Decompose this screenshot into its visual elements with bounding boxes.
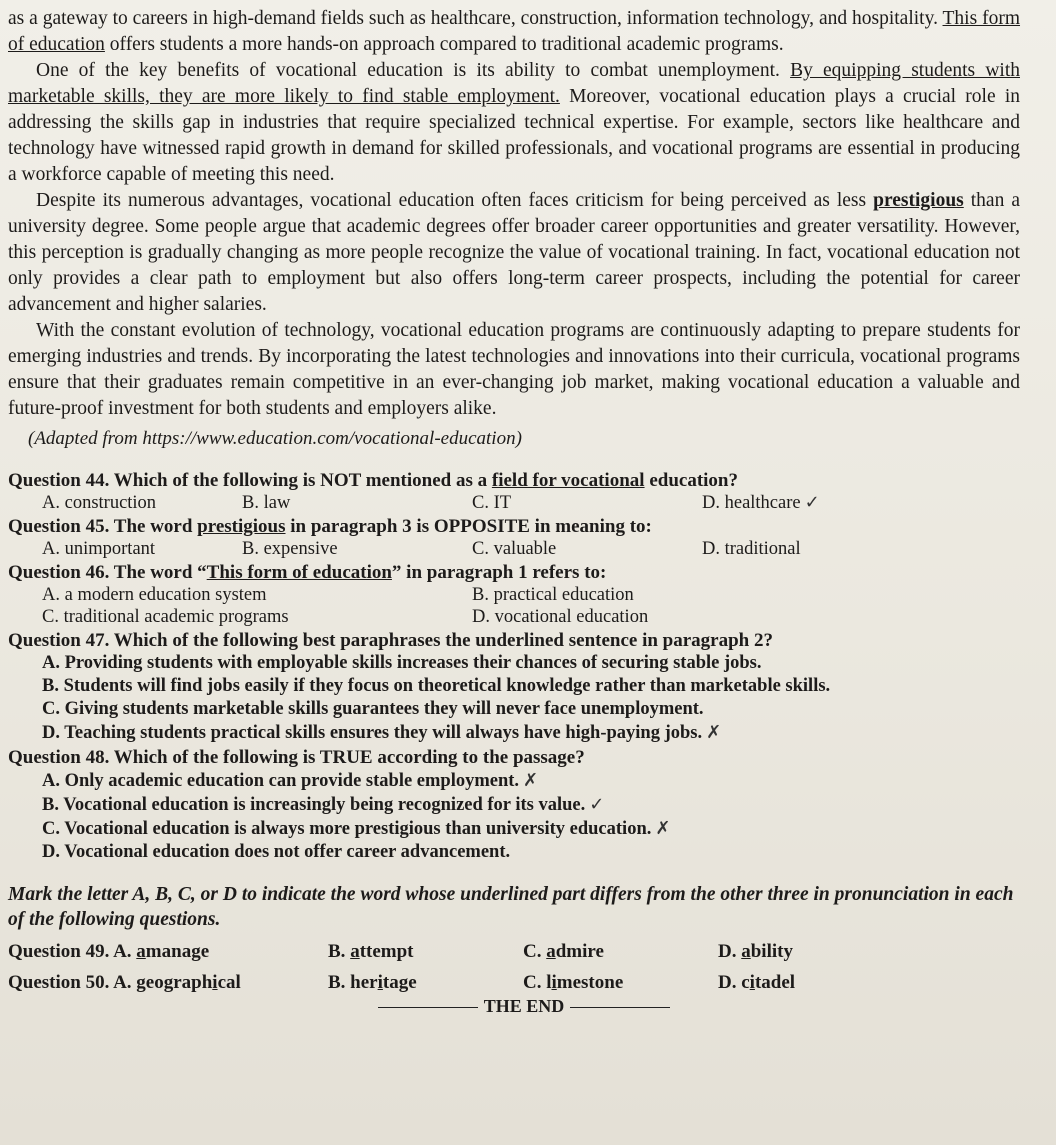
q48-option-b[interactable]: B. Vocational education is increasingly being recognized for its value. ✓ (42, 794, 605, 815)
q48-options (8, 769, 1020, 864)
cross-mark-icon: ✗ (655, 818, 671, 839)
p3-text-a: Despite its numerous advantages, vocational education often faces criticism for being perceived as less (36, 190, 874, 211)
question-47: Question 47. Which of the following best paraphrases the underlined sentence in paragraph 2? (8, 630, 773, 651)
q50-option-b[interactable]: B. heritage (328, 972, 417, 993)
q46-option-d[interactable]: D. vocational education (472, 607, 649, 627)
paragraph-2 (8, 58, 1020, 188)
p1-text-b: offers students a more hands-on approach compared to traditional academic programs. (104, 34, 784, 55)
q48-option-d[interactable]: D. Vocational education does not offer career advancement. (42, 842, 511, 862)
q47-option-b[interactable]: B. Students will find jobs easily if they focus on theoretical knowledge rather than marketable skills. (42, 676, 831, 696)
p2-text-a: One of the key benefits of vocational education is its ability to combat unemployment. (36, 60, 791, 81)
q49-option-b[interactable]: B. attempt (328, 941, 414, 962)
question-50 (8, 971, 1020, 994)
p1-underlined: This form of education (8, 8, 1021, 55)
divider-left (378, 1007, 478, 1008)
check-mark-icon: ✓ (804, 492, 820, 513)
q46-options (8, 584, 1020, 628)
q46-option-a[interactable]: A. a modern education system (42, 585, 267, 605)
q50-option-c[interactable]: C. limestone (523, 972, 624, 993)
the-end-text: THE END (483, 996, 565, 1016)
q49-option-a[interactable]: Question 49. A. amanage (8, 941, 210, 962)
check-mark-icon: ✓ (589, 794, 605, 815)
q44-options (8, 492, 1020, 514)
q49-option-c[interactable]: C. admire (523, 941, 604, 962)
p2-underlined-sentence: By equipping students with marketable skills, they are more likely to find stable employment. (8, 60, 1020, 107)
p1-text-a: as a gateway to careers in high-demand fields such as healthcare, construction, information technology, and hospitality. (8, 8, 943, 29)
q45-option-d[interactable]: D. traditional (702, 539, 801, 559)
q44-option-c[interactable]: C. IT (472, 493, 512, 513)
pronunciation-instruction: Mark the letter A, B, C, or D to indicate the word whose underlined part differs from the other three in pronunciation in each of the following questions. (8, 884, 1014, 930)
p3-underlined-word: prestigious (873, 190, 964, 211)
question-45: Question 45. The word prestigious in paragraph 3 is OPPOSITE in meaning to: (8, 516, 652, 537)
q47-option-d[interactable]: D. Teaching students practical skills ensures they will always have high-paying jobs. ✗ (42, 722, 722, 743)
question-48: Question 48. Which of the following is TRUE according to the passage? (8, 747, 585, 768)
q44-option-d[interactable]: D. healthcare ✓ (702, 492, 820, 513)
q44-option-a[interactable]: A. construction (42, 493, 157, 513)
divider-right (570, 1007, 670, 1008)
source-citation: (Adapted from https://www.education.com/vocational-education) (28, 428, 522, 449)
q46-option-c[interactable]: C. traditional academic programs (42, 607, 289, 627)
q47-option-a[interactable]: A. Providing students with employable skills increases their chances of securing stable jobs. (42, 653, 762, 673)
cross-mark-icon: ✗ (523, 770, 539, 791)
q45-option-b[interactable]: B. expensive (242, 539, 338, 559)
q49-option-d[interactable]: D. ability (718, 941, 793, 962)
q48-option-a[interactable]: A. Only academic education can provide stable employment. ✗ (42, 770, 539, 791)
paragraph-3 (8, 188, 1020, 318)
p2-text-b: Moreover, vocational education plays a crucial role in addressing the skills gap in industries that require specialized technical expertise. For example, sectors like healthcare and technology have witnessed rapid growth in demand for skilled professionals, and vocational programs are essential in producing a workforce capable of meeting this need. (8, 86, 1020, 185)
paragraph-4: With the constant evolution of technology, vocational education programs are continuously adapting to prepare students for emerging industries and trends. By incorporating the latest technologies and innovations into their curricula, vocational programs ensure that their graduates remain competitive in an ever-changing job market, making vocational education a valuable and future-proof investment for both students and employers alike. (8, 320, 1020, 419)
p3-text-b: than a university degree. Some people argue that academic degrees offer broader career opportunities and greater versatility. However, this perception is gradually changing as more people recognize the value of vocational training. In fact, vocational education not only provides a clear path to employment but also offers long-term career prospects, including the potential for career advancement and higher salaries. (8, 190, 1020, 315)
the-end-footer (8, 996, 1020, 1017)
q47-options (8, 652, 1020, 745)
cross-mark-icon: ✗ (706, 722, 722, 743)
q45-option-a[interactable]: A. unimportant (42, 539, 156, 559)
q50-option-d[interactable]: D. citadel (718, 972, 796, 993)
question-44: Question 44. Which of the following is NOT mentioned as a field for vocational education? (8, 470, 738, 491)
q47-option-c[interactable]: C. Giving students marketable skills guarantees they will never face unemployment. (42, 699, 704, 719)
paragraph-1 (8, 6, 1020, 58)
q48-option-c[interactable]: C. Vocational education is always more prestigious than university education. ✗ (42, 818, 671, 839)
q45-option-c[interactable]: C. valuable (472, 539, 557, 559)
q46-option-b[interactable]: B. practical education (472, 585, 634, 605)
q50-option-a[interactable]: Question 50. A. geographical (8, 972, 241, 993)
q44-option-b[interactable]: B. law (242, 493, 291, 513)
question-49 (8, 940, 1020, 963)
q45-options (8, 538, 1020, 560)
question-46: Question 46. The word “This form of education” in paragraph 1 refers to: (8, 562, 607, 583)
